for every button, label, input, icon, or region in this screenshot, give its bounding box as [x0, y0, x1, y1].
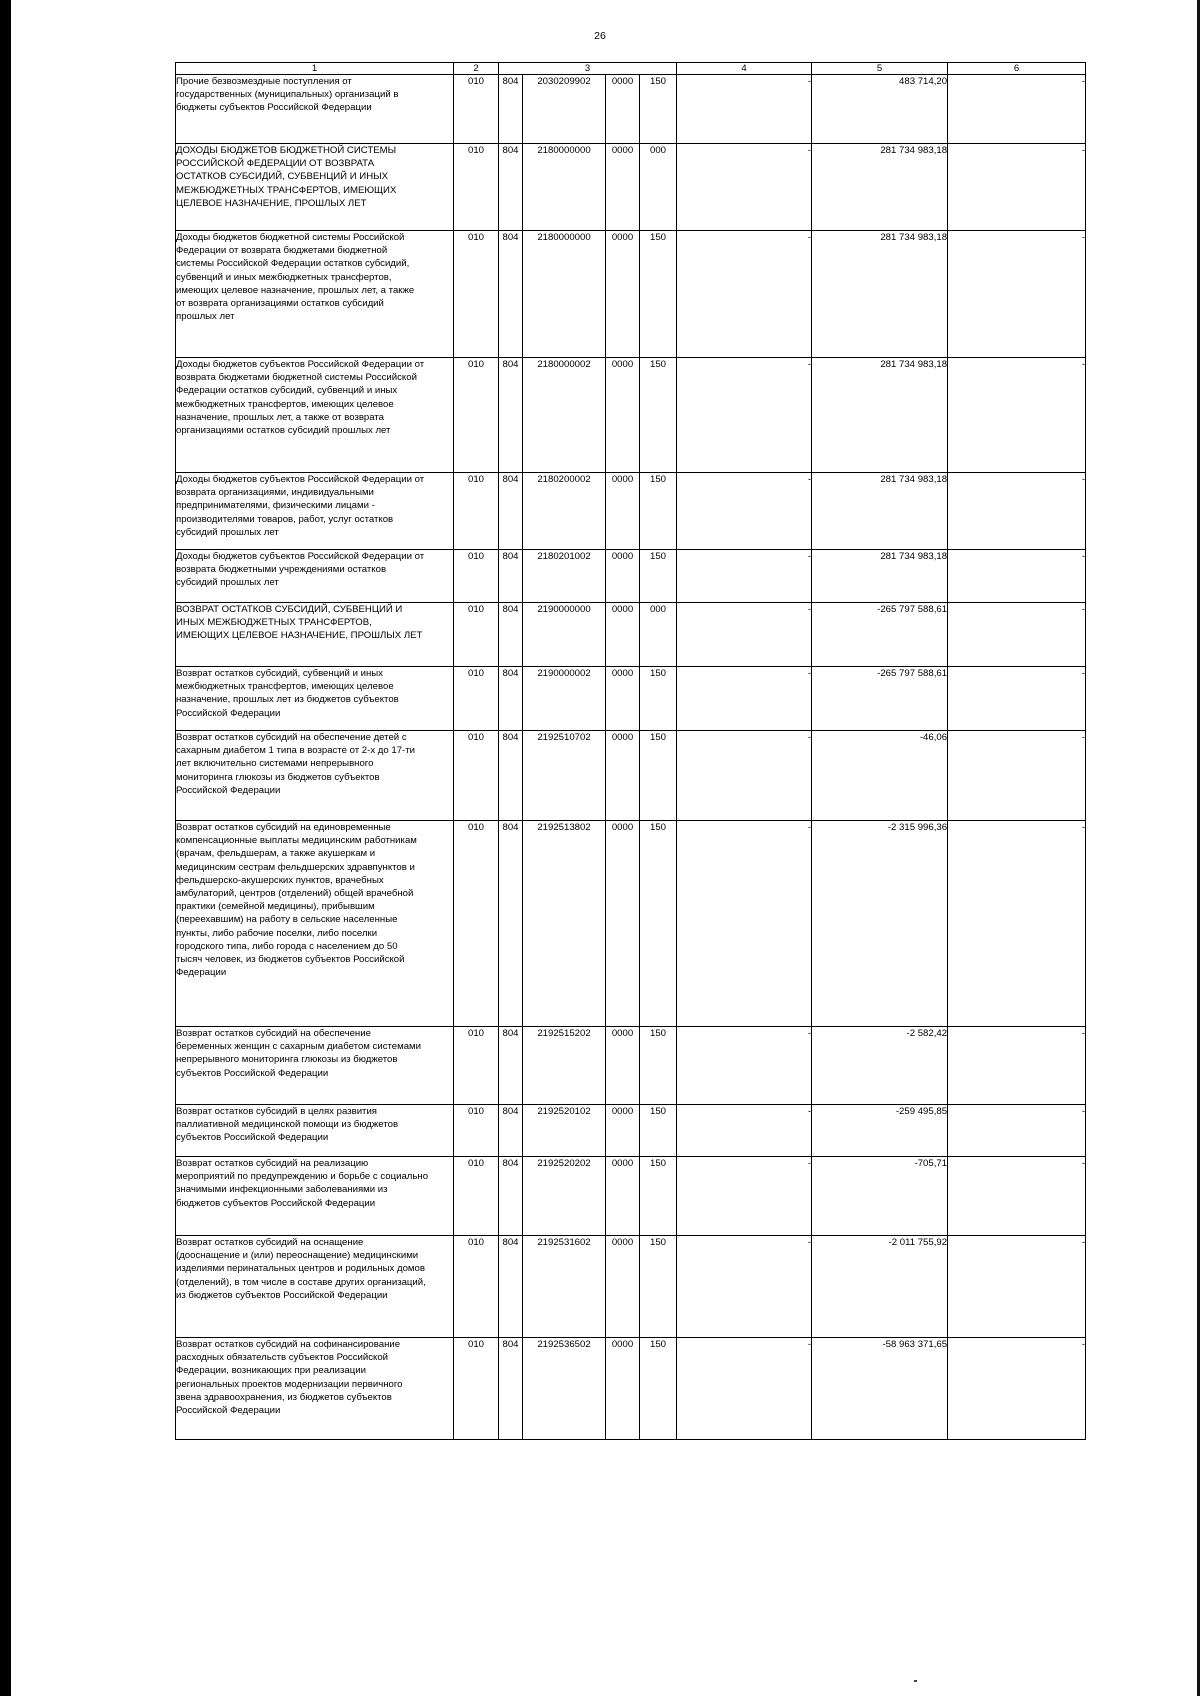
code-admin: 804	[499, 1236, 523, 1338]
code-section: 010	[454, 75, 499, 144]
code-economic: 150	[640, 821, 677, 1027]
scan-speck	[914, 1680, 917, 1682]
code-income-kind: 2180000000	[523, 144, 606, 231]
value-col6: -	[948, 1027, 1086, 1105]
code-program: 0000	[606, 550, 640, 603]
code-income-kind: 2192510702	[523, 731, 606, 821]
value-col4: -	[677, 473, 812, 550]
value-col5: -265 797 588,61	[812, 603, 948, 667]
row-description: Возврат остатков субсидий на софинансирование расходных обязательств субъектов Российской Федерации, возникающих при реализации региональных проектов модернизации первичного звена здравоохранения, из бюджетов субъектов Российской Федерации	[176, 1338, 454, 1440]
code-economic: 150	[640, 473, 677, 550]
value-col4: -	[677, 231, 812, 358]
table-row	[176, 358, 1086, 473]
code-admin: 804	[499, 473, 523, 550]
value-col6: -	[948, 75, 1086, 144]
table-row	[176, 550, 1086, 603]
value-col5: -2 582,42	[812, 1027, 948, 1105]
code-program: 0000	[606, 473, 640, 550]
code-admin: 804	[499, 667, 523, 731]
code-program: 0000	[606, 731, 640, 821]
value-col4: -	[677, 731, 812, 821]
value-col6: -	[948, 667, 1086, 731]
scan-edge-left	[0, 0, 11, 1696]
value-col5: 281 734 983,18	[812, 231, 948, 358]
code-income-kind: 2190000000	[523, 603, 606, 667]
code-section: 010	[454, 1105, 499, 1157]
code-program: 0000	[606, 358, 640, 473]
code-economic: 150	[640, 667, 677, 731]
value-col4: -	[677, 603, 812, 667]
value-col4: -	[677, 1338, 812, 1440]
row-description: Прочие безвозмездные поступления от государственных (муниципальных) организаций в бюджеты субъектов Российской Федерации	[176, 75, 454, 144]
code-income-kind: 2192520102	[523, 1105, 606, 1157]
code-admin: 804	[499, 603, 523, 667]
code-admin: 804	[499, 1105, 523, 1157]
code-income-kind: 2180200002	[523, 473, 606, 550]
value-col5: -2 011 755,92	[812, 1236, 948, 1338]
code-section: 010	[454, 603, 499, 667]
code-economic: 150	[640, 550, 677, 603]
code-section: 010	[454, 667, 499, 731]
code-economic: 150	[640, 731, 677, 821]
code-income-kind: 2180000000	[523, 231, 606, 358]
code-section: 010	[454, 1236, 499, 1338]
code-program: 0000	[606, 821, 640, 1027]
table-row	[176, 821, 1086, 1027]
table-row	[176, 473, 1086, 550]
table-row	[176, 731, 1086, 821]
code-program: 0000	[606, 1338, 640, 1440]
value-col6: -	[948, 358, 1086, 473]
row-description: ДОХОДЫ БЮДЖЕТОВ БЮДЖЕТНОЙ СИСТЕМЫ РОССИЙСКОЙ ФЕДЕРАЦИИ ОТ ВОЗВРАТА ОСТАТКОВ СУБСИДИЙ, СУБВЕНЦИЙ И ИНЫХ МЕЖБЮДЖЕТНЫХ ТРАНСФЕРТОВ, ИМЕЮЩИХ ЦЕЛЕВОЕ НАЗНАЧЕНИЕ, ПРОШЛЫХ ЛЕТ	[176, 144, 454, 231]
value-col6: -	[948, 1105, 1086, 1157]
code-section: 010	[454, 144, 499, 231]
code-admin: 804	[499, 358, 523, 473]
code-admin: 804	[499, 144, 523, 231]
row-description: Доходы бюджетов субъектов Российской Федерации от возврата организациями, индивидуальными предпринимателями, физическими лицами - производителями товаров, работ, услуг остатков субсидий прошлых лет	[176, 473, 454, 550]
value-col5: -259 495,85	[812, 1105, 948, 1157]
table-header	[176, 63, 1086, 75]
code-section: 010	[454, 1338, 499, 1440]
code-economic: 150	[640, 1027, 677, 1105]
value-col4: -	[677, 821, 812, 1027]
code-economic: 150	[640, 358, 677, 473]
value-col5: -46,06	[812, 731, 948, 821]
code-program: 0000	[606, 603, 640, 667]
table-row	[176, 1027, 1086, 1105]
column-header-5: 5	[812, 63, 948, 75]
code-income-kind: 2192520202	[523, 1157, 606, 1236]
value-col4: -	[677, 358, 812, 473]
value-col5: -265 797 588,61	[812, 667, 948, 731]
code-income-kind: 2180201002	[523, 550, 606, 603]
code-income-kind: 2192536502	[523, 1338, 606, 1440]
code-section: 010	[454, 1027, 499, 1105]
table-body	[176, 75, 1086, 1440]
column-header-1: 1	[176, 63, 454, 75]
table-row	[176, 231, 1086, 358]
code-income-kind: 2030209902	[523, 75, 606, 144]
value-col5: 281 734 983,18	[812, 473, 948, 550]
value-col6: -	[948, 1157, 1086, 1236]
row-description: Возврат остатков субсидий на обеспечение детей с сахарным диабетом 1 типа в возрасте от 2-х до 17-ти лет включительно системами непрерывного мониторинга глюкозы из бюджетов субъектов Российской Федерации	[176, 731, 454, 821]
code-economic: 000	[640, 144, 677, 231]
code-economic: 000	[640, 603, 677, 667]
code-section: 010	[454, 1157, 499, 1236]
row-description: Возврат остатков субсидий, субвенций и иных межбюджетных трансфертов, имеющих целевое назначение, прошлых лет из бюджетов субъектов Российской Федерации	[176, 667, 454, 731]
row-description: Доходы бюджетов субъектов Российской Федерации от возврата бюджетами бюджетной системы Российской Федерации остатков субсидий, субвенций и иных межбюджетных трансфертов, имеющих целевое назначение, прошлых лет, а также от возврата организациями остатков субсидий прошлых лет	[176, 358, 454, 473]
code-section: 010	[454, 358, 499, 473]
code-admin: 804	[499, 231, 523, 358]
code-economic: 150	[640, 1105, 677, 1157]
value-col5: 281 734 983,18	[812, 144, 948, 231]
column-header-6: 6	[948, 63, 1086, 75]
code-section: 010	[454, 821, 499, 1027]
column-header-2: 2	[454, 63, 499, 75]
value-col6: -	[948, 231, 1086, 358]
table-row	[176, 603, 1086, 667]
code-economic: 150	[640, 1236, 677, 1338]
table-row	[176, 1338, 1086, 1440]
value-col4: -	[677, 667, 812, 731]
code-program: 0000	[606, 1105, 640, 1157]
budget-table	[175, 62, 1086, 1440]
code-section: 010	[454, 231, 499, 358]
code-income-kind: 2192531602	[523, 1236, 606, 1338]
row-description: Возврат остатков субсидий на реализацию мероприятий по предупреждению и борьбе с социально значимыми инфекционными заболеваниями из бюджетов субъектов Российской Федерации	[176, 1157, 454, 1236]
row-description: Возврат остатков субсидий на единовременные компенсационные выплаты медицинским работникам (врачам, фельдшерам, а также акушеркам и медицинским сестрам фельдшерских здравпунктов и фельдшерско-акушерских пунктов, врачебных амбулаторий, центров (отделений) общей врачебной практики (семейной медицины), прибывшим (переехавшим) на работу в сельские населенные пункты, либо рабочие поселки, либо поселки городского типа, либо города с населением до 50 тысяч человек, из бюджетов субъектов Российской Федерации	[176, 821, 454, 1027]
value-col6: -	[948, 144, 1086, 231]
value-col4: -	[677, 1105, 812, 1157]
code-admin: 804	[499, 1157, 523, 1236]
code-program: 0000	[606, 231, 640, 358]
code-income-kind: 2180000002	[523, 358, 606, 473]
row-description: Возврат остатков субсидий на обеспечение беременных женщин с сахарным диабетом системами непрерывного мониторинга глюкозы из бюджетов субъектов Российской Федерации	[176, 1027, 454, 1105]
value-col6: -	[948, 821, 1086, 1027]
code-economic: 150	[640, 231, 677, 358]
row-description: Доходы бюджетов субъектов Российской Федерации от возврата бюджетными учреждениями остатков субсидий прошлых лет	[176, 550, 454, 603]
column-header-3: 3	[499, 63, 677, 75]
value-col4: -	[677, 1157, 812, 1236]
code-program: 0000	[606, 75, 640, 144]
code-admin: 804	[499, 1027, 523, 1105]
row-description: Доходы бюджетов бюджетной системы Российской Федерации от возврата бюджетами бюджетной системы Российской Федерации остатков субсидий, субвенций и иных межбюджетных трансфертов, имеющих целевое назначение, прошлых лет, а также от возврата организациями остатков субсидий прошлых лет	[176, 231, 454, 358]
row-description: ВОЗВРАТ ОСТАТКОВ СУБСИДИЙ, СУБВЕНЦИЙ И ИНЫХ МЕЖБЮДЖЕТНЫХ ТРАНСФЕРТОВ, ИМЕЮЩИХ ЦЕЛЕВОЕ НАЗНАЧЕНИЕ, ПРОШЛЫХ ЛЕТ	[176, 603, 454, 667]
code-economic: 150	[640, 75, 677, 144]
value-col4: -	[677, 75, 812, 144]
value-col5: 281 734 983,18	[812, 358, 948, 473]
code-program: 0000	[606, 1157, 640, 1236]
code-program: 0000	[606, 1236, 640, 1338]
code-income-kind: 2192513802	[523, 821, 606, 1027]
code-economic: 150	[640, 1157, 677, 1236]
value-col6: -	[948, 731, 1086, 821]
code-section: 010	[454, 473, 499, 550]
table-row	[176, 667, 1086, 731]
row-description: Возврат остатков субсидий на оснащение (дооснащение и (или) переоснащение) медицинскими изделиями перинатальных центров и родильных домов (отделений), в том числе в составе других организаций, из бюджетов субъектов Российской Федерации	[176, 1236, 454, 1338]
value-col6: -	[948, 603, 1086, 667]
table-row	[176, 75, 1086, 144]
value-col4: -	[677, 1236, 812, 1338]
value-col6: -	[948, 473, 1086, 550]
value-col6: -	[948, 1236, 1086, 1338]
code-income-kind: 2192515202	[523, 1027, 606, 1105]
table-row	[176, 1105, 1086, 1157]
value-col5: -58 963 371,65	[812, 1338, 948, 1440]
code-admin: 804	[499, 550, 523, 603]
value-col6: -	[948, 1338, 1086, 1440]
code-program: 0000	[606, 1027, 640, 1105]
code-admin: 804	[499, 75, 523, 144]
code-section: 010	[454, 731, 499, 821]
table-row	[176, 1236, 1086, 1338]
table-row	[176, 1157, 1086, 1236]
value-col5: -705,71	[812, 1157, 948, 1236]
code-program: 0000	[606, 667, 640, 731]
code-income-kind: 2190000002	[523, 667, 606, 731]
row-description: Возврат остатков субсидий в целях развития паллиативной медицинской помощи из бюджетов субъектов Российской Федерации	[176, 1105, 454, 1157]
table-row	[176, 144, 1086, 231]
code-admin: 804	[499, 1338, 523, 1440]
value-col6: -	[948, 550, 1086, 603]
code-section: 010	[454, 550, 499, 603]
value-col4: -	[677, 550, 812, 603]
page-number: 26	[594, 30, 606, 42]
value-col5: 483 714,20	[812, 75, 948, 144]
value-col5: 281 734 983,18	[812, 550, 948, 603]
code-admin: 804	[499, 821, 523, 1027]
value-col4: -	[677, 1027, 812, 1105]
column-header-4: 4	[677, 63, 812, 75]
value-col4: -	[677, 144, 812, 231]
code-program: 0000	[606, 144, 640, 231]
code-admin: 804	[499, 731, 523, 821]
code-economic: 150	[640, 1338, 677, 1440]
value-col5: -2 315 996,36	[812, 821, 948, 1027]
